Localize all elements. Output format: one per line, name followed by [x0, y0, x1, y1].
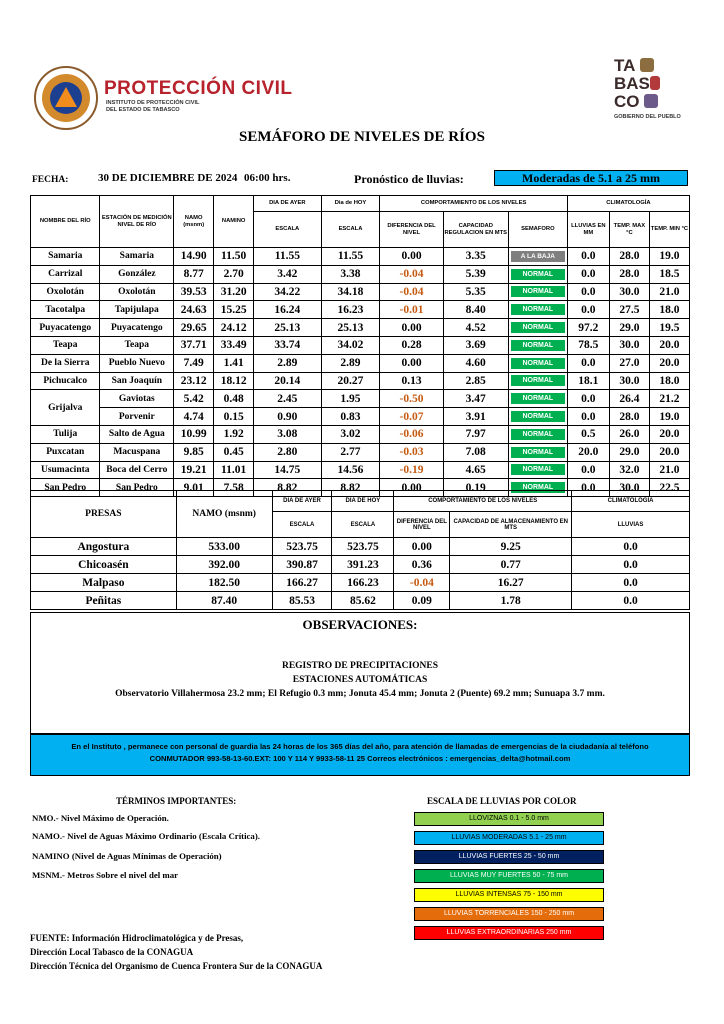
cell-ayer: 20.14 — [254, 372, 321, 390]
cell-namino: 7.58 — [214, 479, 254, 497]
cell-estacion: Puyacatengo — [100, 319, 174, 337]
cell-namino: 18.12 — [214, 372, 254, 390]
dam-cell-llu: 0.0 — [572, 574, 690, 592]
escala-item: LLUVIAS INTENSAS 75 - 150 mm — [414, 888, 604, 902]
col-semaforo: SEMAFORO — [508, 212, 567, 248]
col-tmin: TEMP. MIN °C — [649, 212, 689, 248]
fuente-line: Dirección Técnica del Organismo de Cuenca Frontera Sur de la CONAGUA — [30, 961, 323, 971]
dam-cell-nombre: Malpaso — [31, 574, 177, 592]
dams-col-comportamiento: COMPORTAMIENTO DE LOS NIVELES — [394, 491, 572, 512]
cell-tmin: 19.0 — [649, 408, 689, 426]
fuente-line: Dirección Local Tabasco de la CONAGUA — [30, 947, 194, 957]
cell-ayer: 2.45 — [254, 390, 321, 408]
cell-namino: 11.50 — [214, 248, 254, 266]
cell-tmax: 30.0 — [609, 372, 649, 390]
dam-cell-nombre: Angostura — [31, 538, 177, 556]
org-subtitle: INSTITUTO DE PROTECCIÓN CIVIL DEL ESTADO DE TABASCO — [106, 100, 200, 113]
escala-title: ESCALA DE LLUVIAS POR COLOR — [427, 796, 577, 806]
dams-col-dia-hoy: DIA DE HOY — [332, 491, 394, 512]
semaforo-badge: NORMAL — [511, 375, 565, 386]
termino-item: MSNM.- Metros Sobre el nivel del mar — [32, 870, 179, 880]
col-escala-ayer: ESCALA — [254, 212, 321, 248]
cell-llu: 78.5 — [567, 336, 609, 354]
tabasco-logo-subtitle: GOBIERNO DEL PUEBLO — [614, 114, 681, 120]
semaforo-badge: NORMAL — [511, 411, 565, 422]
cell-tmax: 29.0 — [609, 319, 649, 337]
cell-ayer: 2.80 — [254, 443, 321, 461]
cell-ayer: 16.24 — [254, 301, 321, 319]
cell-hoy: 14.56 — [321, 461, 380, 479]
observaciones-box — [30, 612, 690, 734]
cell-rio: Carrizal — [31, 265, 100, 283]
cell-ayer: 8.82 — [254, 479, 321, 497]
cell-hoy: 8.82 — [321, 479, 380, 497]
cell-llu: 0.0 — [567, 354, 609, 372]
cell-dif: 0.00 — [380, 248, 443, 266]
cell-namo: 9.85 — [174, 443, 214, 461]
cell-tmax: 27.0 — [609, 354, 649, 372]
cell-namo: 39.53 — [174, 283, 214, 301]
cell-rio: De la Sierra — [31, 354, 100, 372]
dam-cell-cap: 1.78 — [450, 592, 572, 610]
cell-dif: -0.04 — [380, 283, 443, 301]
cell-tmax: 29.0 — [609, 443, 649, 461]
semaforo-badge: NORMAL — [511, 447, 565, 458]
cell-tmax: 30.0 — [609, 336, 649, 354]
cell-namo: 4.74 — [174, 408, 214, 426]
fecha-value: 30 DE DICIEMBRE DE 2024 — [98, 172, 238, 184]
dam-cell-namo: 182.50 — [176, 574, 272, 592]
cell-namino: 15.25 — [214, 301, 254, 319]
cell-cap: 0.19 — [443, 479, 508, 497]
cell-dif: -0.03 — [380, 443, 443, 461]
col-estacion: ESTACIÓN DE MEDICIÓN NIVEL DE RÍO — [100, 196, 174, 248]
cell-tmin: 21.2 — [649, 390, 689, 408]
cell-rio: Samaria — [31, 248, 100, 266]
cell-tmin: 20.0 — [649, 443, 689, 461]
dam-cell-cap: 16.27 — [450, 574, 572, 592]
dam-cell-namo: 392.00 — [176, 556, 272, 574]
cell-cap: 5.35 — [443, 283, 508, 301]
cell-estacion: Pueblo Nuevo — [100, 354, 174, 372]
col-diferencia: DIFERENCIA DEL NIVEL — [380, 212, 443, 248]
termino-item: NAMINO (Nivel de Aguas Mínimas de Operación) — [32, 851, 222, 861]
cell-cap: 8.40 — [443, 301, 508, 319]
cell-llu: 0.0 — [567, 479, 609, 497]
observaciones-line: ESTACIONES AUTOMÁTICAS — [292, 675, 428, 685]
table-row — [31, 319, 690, 337]
dam-cell-llu: 0.0 — [572, 538, 690, 556]
escala-item: LLUVIAS TORRENCIALES 150 - 250 mm — [414, 907, 604, 921]
cell-namo: 7.49 — [174, 354, 214, 372]
cell-namo: 24.63 — [174, 301, 214, 319]
dam-cell-namo: 87.40 — [176, 592, 272, 610]
cell-llu: 20.0 — [567, 443, 609, 461]
cell-rio: Puyacatengo — [31, 319, 100, 337]
hora-value: 06:00 hrs. — [244, 172, 291, 184]
cell-tmin: 19.0 — [649, 248, 689, 266]
cell-sem — [508, 283, 567, 301]
cell-namo: 8.77 — [174, 265, 214, 283]
dams-col-escala-hoy: ESCALA — [332, 512, 394, 538]
dams-col-escala-ayer: ESCALA — [272, 512, 332, 538]
dam-cell-dif: 0.00 — [394, 538, 450, 556]
cell-namino: 0.48 — [214, 390, 254, 408]
cell-namino: 11.01 — [214, 461, 254, 479]
cell-estacion: Oxolotán — [100, 283, 174, 301]
col-climatologia: CLIMATOLOGÍA — [567, 196, 689, 212]
cell-tmin: 18.0 — [649, 301, 689, 319]
table-row — [31, 354, 690, 372]
contact-band — [30, 734, 690, 776]
col-comportamiento: COMPORTAMIENTO DE LOS NIVELES — [380, 196, 567, 212]
cell-cap: 3.69 — [443, 336, 508, 354]
dams-col-diferencia: DIFERENCIA DEL NIVEL — [394, 512, 450, 538]
cell-namino: 2.70 — [214, 265, 254, 283]
semaforo-badge: NORMAL — [511, 429, 565, 440]
table-row — [31, 265, 690, 283]
table-row — [31, 336, 690, 354]
cell-dif: -0.50 — [380, 390, 443, 408]
cell-tmin: 20.0 — [649, 336, 689, 354]
cell-llu: 0.0 — [567, 248, 609, 266]
cell-estacion: Tapijulapa — [100, 301, 174, 319]
cell-tmax: 27.5 — [609, 301, 649, 319]
dam-cell-dif: 0.09 — [394, 592, 450, 610]
rivers-table — [30, 195, 690, 497]
termino-item: NAMO.- Nivel de Aguas Máximo Ordinario (Escala Crítica). — [32, 831, 260, 841]
dam-cell-ayer: 390.87 — [272, 556, 332, 574]
semaforo-badge: NORMAL — [511, 393, 565, 404]
cell-hoy: 34.18 — [321, 283, 380, 301]
cell-sem — [508, 372, 567, 390]
cell-rio: Tulija — [31, 425, 100, 443]
cell-sem — [508, 354, 567, 372]
semaforo-badge: NORMAL — [511, 269, 565, 280]
escala-item: LLUVIAS MUY FUERTES 50 - 75 mm — [414, 869, 604, 883]
cell-estacion: González — [100, 265, 174, 283]
fuente-line: FUENTE: Información Hidroclimatológica y de Presas, — [30, 933, 244, 943]
cell-cap: 7.08 — [443, 443, 508, 461]
cell-tmax: 28.0 — [609, 248, 649, 266]
cell-dif: -0.04 — [380, 265, 443, 283]
dam-cell-nombre: Peñitas — [31, 592, 177, 610]
cell-llu: 0.0 — [567, 461, 609, 479]
cell-llu: 0.0 — [567, 408, 609, 426]
escala-item: LLOVIZNAS 0.1 - 5.0 mm — [414, 812, 604, 826]
dam-cell-cap: 9.25 — [450, 538, 572, 556]
dams-col-presas: PRESAS — [31, 491, 177, 538]
cell-estacion: Samaria — [100, 248, 174, 266]
table-row — [31, 461, 690, 479]
table-row — [31, 443, 690, 461]
cell-ayer: 0.90 — [254, 408, 321, 426]
dam-cell-dif: 0.36 — [394, 556, 450, 574]
cell-llu: 0.0 — [567, 301, 609, 319]
cell-namino: 31.20 — [214, 283, 254, 301]
tabasco-logo: TA BAS CO — [614, 57, 684, 111]
col-nombre: NOMBRE DEL RÍO — [31, 196, 100, 248]
col-capacidad: CAPACIDAD REGULACION EN MTS — [443, 212, 508, 248]
semaforo-badge: NORMAL — [511, 286, 565, 297]
cell-namino: 0.45 — [214, 443, 254, 461]
cell-estacion: San Pedro — [100, 479, 174, 497]
table-row — [31, 283, 690, 301]
contact-line: CONMUTADOR 993-58-13-60.EXT: 100 Y 114 Y 9933-58-11 25 Correos electrónicos : emergencias_delta@hotmail.com — [149, 754, 571, 763]
semaforo-badge: NORMAL — [511, 358, 565, 369]
cell-estacion: Porvenir — [100, 408, 174, 426]
cell-namino: 1.92 — [214, 425, 254, 443]
observaciones-line: REGISTRO DE PRECIPITACIONES — [281, 661, 439, 671]
cell-tmin: 19.5 — [649, 319, 689, 337]
dam-cell-hoy: 523.75 — [332, 538, 394, 556]
cell-estacion: San Joaquín — [100, 372, 174, 390]
cell-sem — [508, 461, 567, 479]
semaforo-badge: NORMAL — [511, 322, 565, 333]
cell-sem — [508, 301, 567, 319]
cell-tmax: 30.0 — [609, 283, 649, 301]
cell-cap: 5.39 — [443, 265, 508, 283]
cell-llu: 18.1 — [567, 372, 609, 390]
dam-cell-namo: 533.00 — [176, 538, 272, 556]
col-dia-ayer: DIA DE AYER — [254, 196, 321, 212]
cell-llu: 97.2 — [567, 319, 609, 337]
cell-tmax: 30.0 — [609, 479, 649, 497]
col-tmax: TEMP. MAX °C — [609, 212, 649, 248]
cell-hoy: 0.83 — [321, 408, 380, 426]
cell-cap: 3.91 — [443, 408, 508, 426]
pronostico-value: Moderadas de 5.1 a 25 mm — [494, 170, 688, 186]
termino-item: NMO.- Nivel Máximo de Operación. — [32, 813, 169, 823]
cell-ayer: 14.75 — [254, 461, 321, 479]
cell-tmin: 20.0 — [649, 425, 689, 443]
cell-rio: Oxolotán — [31, 283, 100, 301]
cell-namino: 24.12 — [214, 319, 254, 337]
cell-sem — [508, 443, 567, 461]
cell-ayer: 11.55 — [254, 248, 321, 266]
cell-hoy: 16.23 — [321, 301, 380, 319]
cell-namo: 29.65 — [174, 319, 214, 337]
cell-hoy: 20.27 — [321, 372, 380, 390]
pronostico-label: Pronóstico de lluvias: — [354, 172, 464, 186]
cell-tmin: 18.0 — [649, 372, 689, 390]
page-title: SEMÁFORO DE NIVELES DE RÍOS — [239, 129, 485, 145]
table-row — [31, 408, 690, 426]
cell-sem — [508, 336, 567, 354]
dam-cell-hoy: 391.23 — [332, 556, 394, 574]
cell-estacion: Teapa — [100, 336, 174, 354]
cell-ayer: 3.08 — [254, 425, 321, 443]
cell-tmax: 28.0 — [609, 265, 649, 283]
semaforo-badge: A LA BAJA — [511, 251, 565, 262]
dams-col-capacidad: CAPACIDAD DE ALMACENAMIENTO EN MTS — [450, 512, 572, 538]
semaforo-badge: NORMAL — [511, 340, 565, 351]
terminos-title: TÉRMINOS IMPORTANTES: — [116, 796, 237, 806]
cell-cap: 4.65 — [443, 461, 508, 479]
dam-cell-ayer: 166.27 — [272, 574, 332, 592]
table-row — [31, 556, 690, 574]
dam-cell-llu: 0.0 — [572, 556, 690, 574]
cell-sem — [508, 248, 567, 266]
cell-ayer: 2.89 — [254, 354, 321, 372]
cell-cap: 7.97 — [443, 425, 508, 443]
table-row — [31, 301, 690, 319]
cell-cap: 4.60 — [443, 354, 508, 372]
cell-cap: 4.52 — [443, 319, 508, 337]
cell-dif: -0.07 — [380, 408, 443, 426]
dams-table — [30, 490, 690, 610]
cell-namino: 0.15 — [214, 408, 254, 426]
table-row — [31, 425, 690, 443]
cell-namo: 10.99 — [174, 425, 214, 443]
cell-tmin: 18.5 — [649, 265, 689, 283]
observaciones-title: OBSERVACIONES: — [302, 617, 418, 632]
cell-rio: Tacotalpa — [31, 301, 100, 319]
cell-dif: 0.28 — [380, 336, 443, 354]
cell-llu: 0.0 — [567, 265, 609, 283]
cell-cap: 2.85 — [443, 372, 508, 390]
cell-dif: -0.01 — [380, 301, 443, 319]
cell-namo: 5.42 — [174, 390, 214, 408]
cell-hoy: 34.02 — [321, 336, 380, 354]
cell-ayer: 34.22 — [254, 283, 321, 301]
fecha-label: FECHA: — [32, 175, 69, 185]
cell-namino: 33.49 — [214, 336, 254, 354]
cell-hoy: 11.55 — [321, 248, 380, 266]
cell-tmax: 28.0 — [609, 408, 649, 426]
cell-hoy: 2.77 — [321, 443, 380, 461]
dam-cell-cap: 0.77 — [450, 556, 572, 574]
cell-llu: 0.5 — [567, 425, 609, 443]
cell-namo: 14.90 — [174, 248, 214, 266]
dams-col-namo: NAMO (msnm) — [176, 491, 272, 538]
cell-dif: 0.00 — [380, 319, 443, 337]
cell-rio: Teapa — [31, 336, 100, 354]
escala-item: LLUVIAS EXTRAORDINARIAS 250 mm — [414, 926, 604, 940]
cell-dif: -0.06 — [380, 425, 443, 443]
cell-sem — [508, 265, 567, 283]
dam-cell-llu: 0.0 — [572, 592, 690, 610]
table-row — [31, 574, 690, 592]
table-row — [31, 390, 690, 408]
cell-tmax: 32.0 — [609, 461, 649, 479]
contact-line: En el Instituto , permanece con personal de guardia las 24 horas de los 365 días del año, para atención de llamadas de emergencias de la ciudadanía al teléfono — [71, 742, 649, 751]
cell-rio: San Pedro — [31, 479, 100, 497]
cell-rio: Usumacinta — [31, 461, 100, 479]
cell-rio: Pichucalco — [31, 372, 100, 390]
cell-cap: 3.35 — [443, 248, 508, 266]
cell-dif: -0.19 — [380, 461, 443, 479]
observaciones-line: Observatorio Villahermosa 23.2 mm; El Refugio 0.3 mm; Jonuta 45.4 mm; Jonuta 2 (Puente) 69.2 mm; Sunuapa 3.7 mm. — [115, 689, 605, 699]
cell-namo: 37.71 — [174, 336, 214, 354]
cell-dif: 0.13 — [380, 372, 443, 390]
dam-cell-hoy: 85.62 — [332, 592, 394, 610]
cell-estacion: Macuspana — [100, 443, 174, 461]
cell-ayer: 3.42 — [254, 265, 321, 283]
cell-llu: 0.0 — [567, 283, 609, 301]
cell-sem — [508, 390, 567, 408]
cell-ayer: 25.13 — [254, 319, 321, 337]
col-namino: NAMINO — [214, 196, 254, 248]
semaforo-badge: NORMAL — [511, 482, 565, 493]
table-row — [31, 248, 690, 266]
table-row — [31, 372, 690, 390]
cell-estacion: Boca del Cerro — [100, 461, 174, 479]
cell-ayer: 33.74 — [254, 336, 321, 354]
dams-col-dia-ayer: DIA DE AYER — [272, 491, 332, 512]
cell-cap: 3.47 — [443, 390, 508, 408]
col-dia-hoy: Dia de HOY — [321, 196, 380, 212]
cell-dif: 0.00 — [380, 354, 443, 372]
cell-tmin: 21.0 — [649, 283, 689, 301]
cell-dif: 0.00 — [380, 479, 443, 497]
table-row — [31, 592, 690, 610]
dam-cell-nombre: Chicoasén — [31, 556, 177, 574]
col-lluvias: LLUVIAS EN MM — [567, 212, 609, 248]
cell-llu: 0.0 — [567, 390, 609, 408]
dams-col-lluvias: LLUVIAS — [572, 512, 690, 538]
cell-estacion: Gaviotas — [100, 390, 174, 408]
proteccion-civil-seal-logo — [34, 66, 98, 130]
cell-sem — [508, 425, 567, 443]
cell-rio: Puxcatan — [31, 443, 100, 461]
cell-tmin: 21.0 — [649, 461, 689, 479]
cell-namo: 19.21 — [174, 461, 214, 479]
dam-cell-ayer: 85.53 — [272, 592, 332, 610]
table-row — [31, 538, 690, 556]
cell-hoy: 25.13 — [321, 319, 380, 337]
cell-tmin: 20.0 — [649, 354, 689, 372]
cell-hoy: 3.38 — [321, 265, 380, 283]
cell-estacion: Salto de Agua — [100, 425, 174, 443]
cell-hoy: 2.89 — [321, 354, 380, 372]
cell-hoy: 3.02 — [321, 425, 380, 443]
org-name: PROTECCIÓN CIVIL — [104, 78, 293, 99]
semaforo-badge: NORMAL — [511, 304, 565, 315]
cell-tmax: 26.0 — [609, 425, 649, 443]
cell-sem — [508, 408, 567, 426]
cell-rio: Grijalva — [31, 390, 100, 426]
dam-cell-ayer: 523.75 — [272, 538, 332, 556]
dam-cell-hoy: 166.23 — [332, 574, 394, 592]
col-escala-hoy: ESCALA — [321, 212, 380, 248]
cell-tmax: 26.4 — [609, 390, 649, 408]
dams-col-climatologia: CLIMATOLOGÍA — [572, 491, 690, 512]
dam-cell-dif: -0.04 — [394, 574, 450, 592]
cell-namo: 9.01 — [174, 479, 214, 497]
cell-tmin: 22.5 — [649, 479, 689, 497]
cell-sem — [508, 319, 567, 337]
cell-namino: 1.41 — [214, 354, 254, 372]
cell-hoy: 1.95 — [321, 390, 380, 408]
escala-item: LLUVIAS FUERTES 25 - 50 mm — [414, 850, 604, 864]
semaforo-badge: NORMAL — [511, 464, 565, 475]
escala-item: LLUVIAS MODERADAS 5.1 - 25 mm — [414, 831, 604, 845]
cell-namo: 23.12 — [174, 372, 214, 390]
col-namo: NAMO (msnm) — [174, 196, 214, 248]
